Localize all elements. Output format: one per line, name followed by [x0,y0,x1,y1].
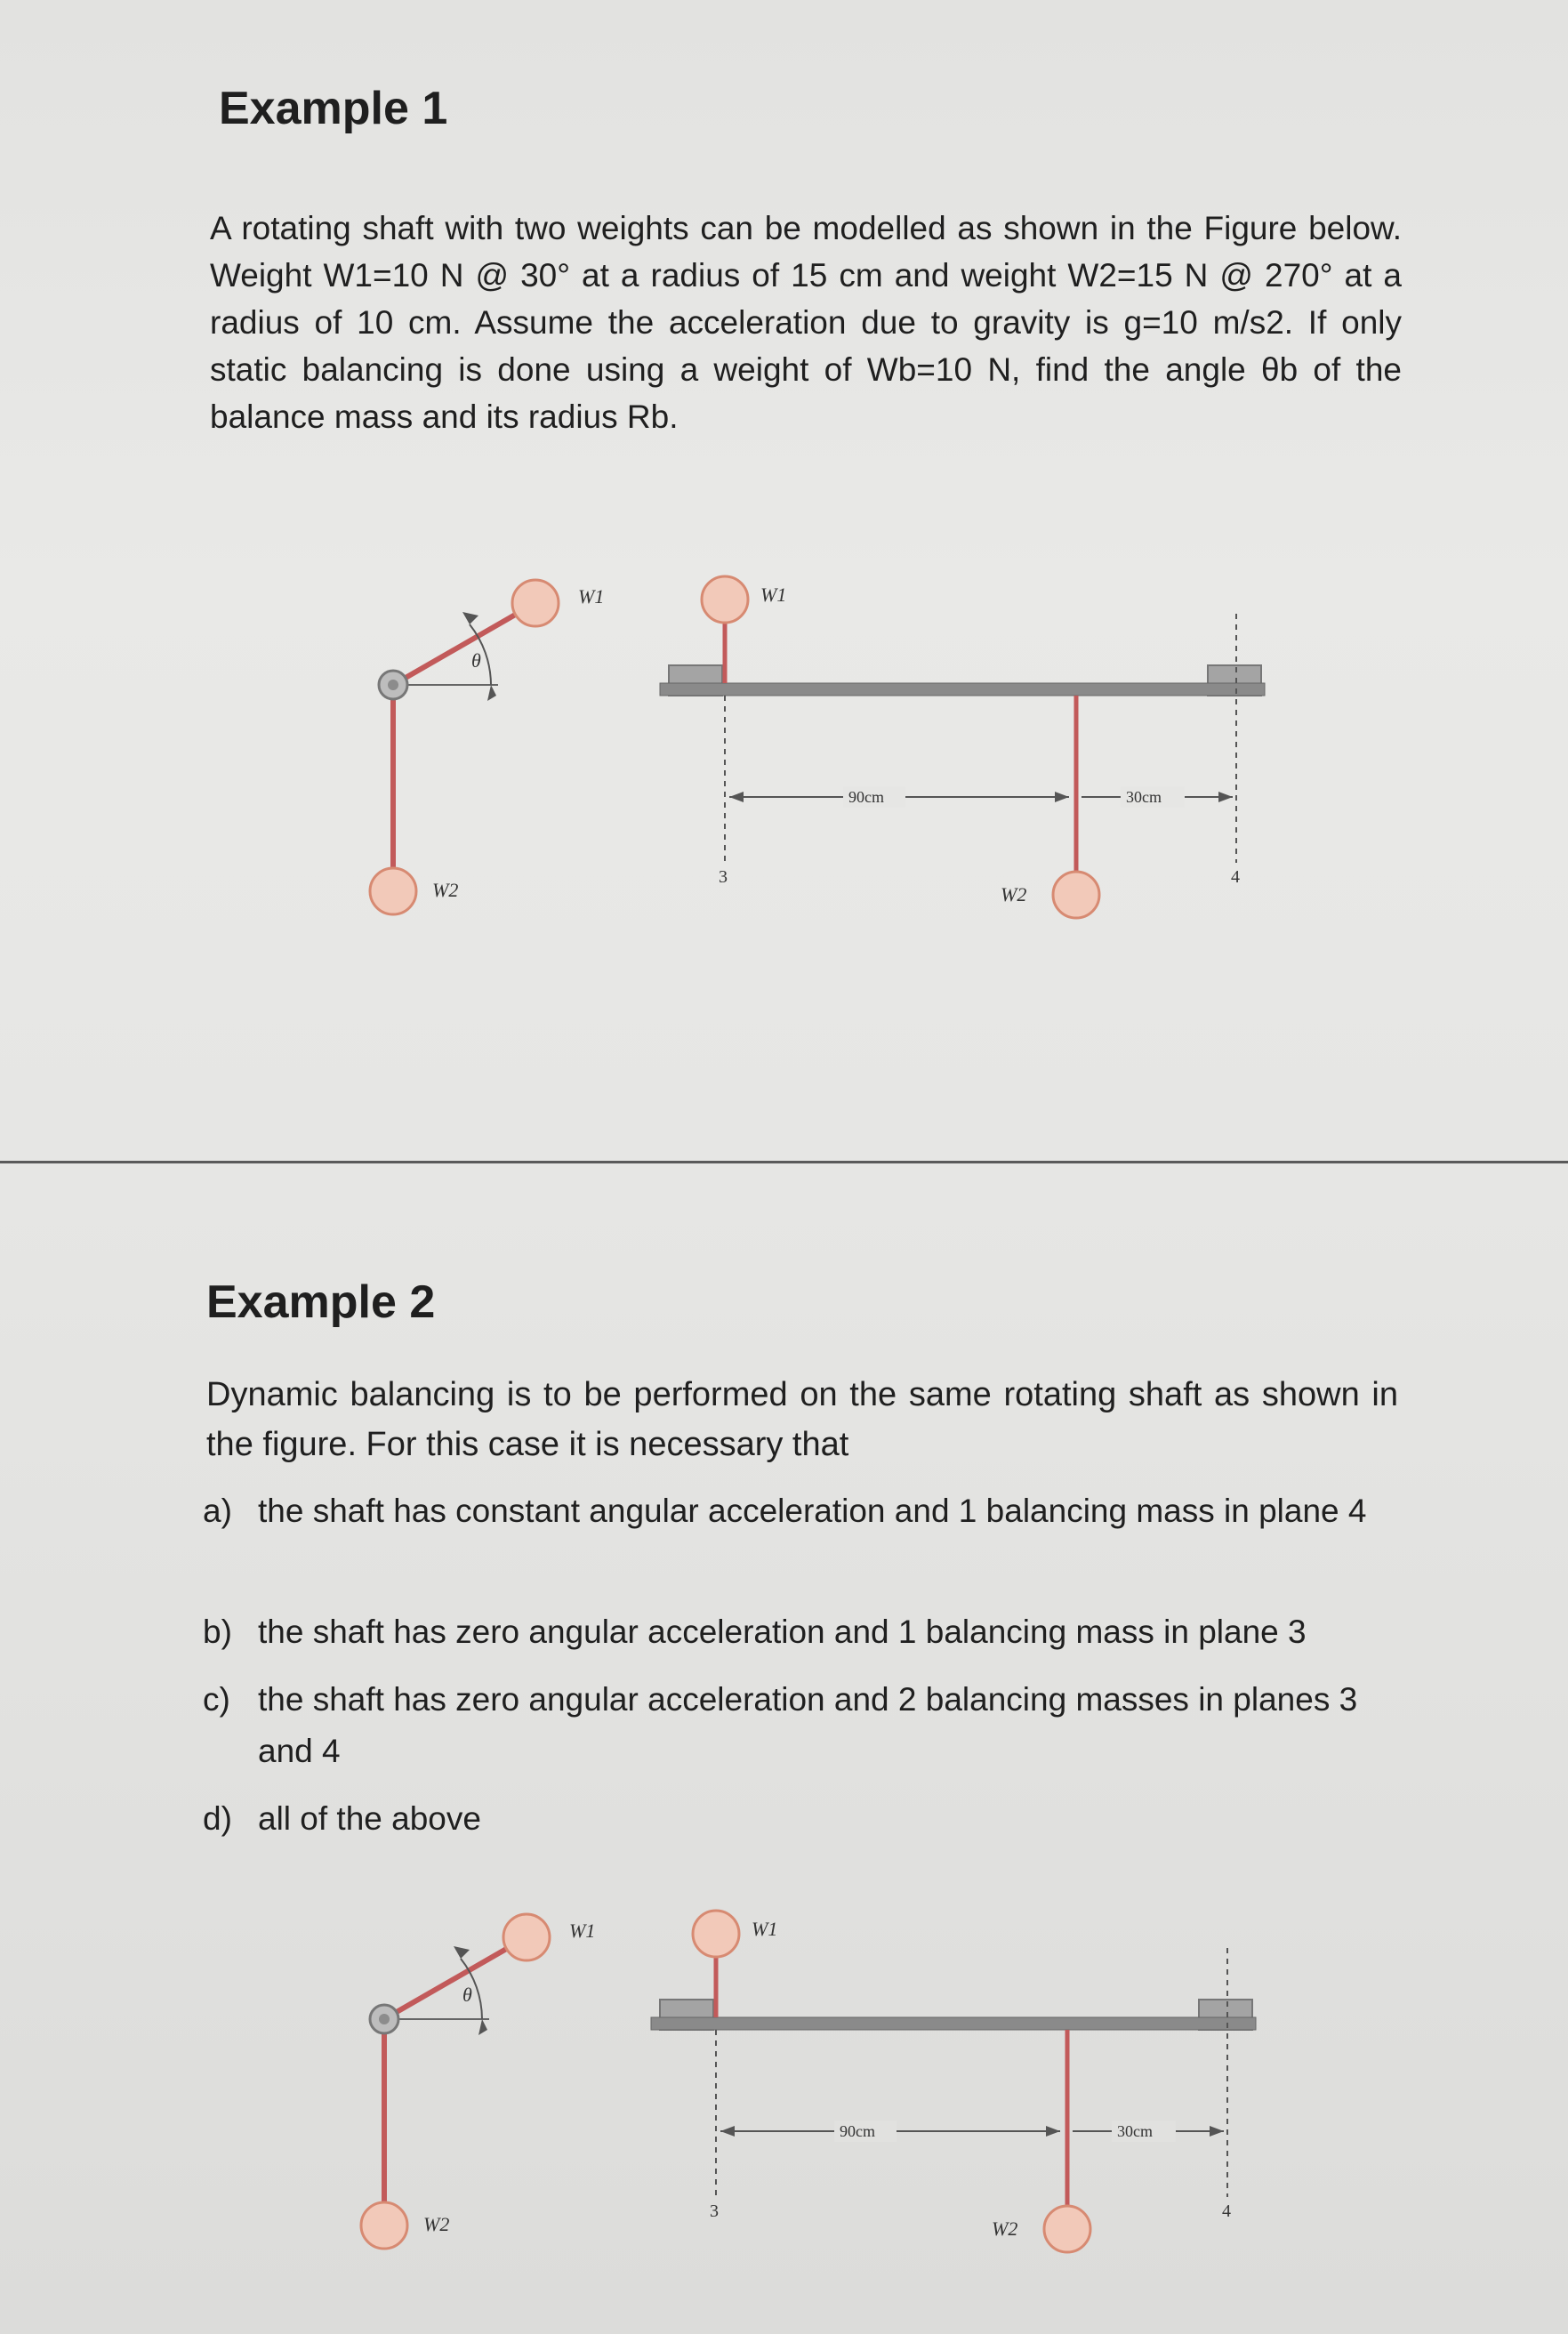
side-view-diagram [660,576,1265,918]
w1-ball [512,580,559,626]
w2-ball [361,2202,407,2249]
option-c-letter: c) [203,1681,230,1718]
option-d-text: all of the above [258,1800,481,1837]
example2-intro: Dynamic balancing is to be performed on the same rotating shaft as shown in the figure. For this case it is necessary that [206,1376,1398,1463]
dimension-90-arrow-right [1055,792,1069,802]
figure-1 [338,560,1281,934]
example2-title: Example 2 [206,1276,436,1328]
plane-4-label: 4 [1222,2201,1231,2221]
shaft [651,2017,1256,2030]
w2-ball [370,868,416,914]
theta-label: θ [462,1984,472,2006]
dimension-30-arrow-right [1210,2126,1224,2137]
theta-arrow-bottom [487,685,496,701]
w2-side-ball [1044,2206,1090,2252]
w2-side-label: W2 [992,2217,1018,2240]
dimension-90-arrow-right [1046,2126,1060,2137]
option-d-letter: d) [203,1800,232,1837]
theta-arrow-top [454,1946,470,1959]
shaft-hub-center [379,2014,390,2024]
w1-rod [393,607,529,685]
option-a-text: the shaft has constant angular acceleration and 1 balancing mass in plane 4 [258,1493,1367,1529]
w1-ball [503,1914,550,1960]
figure-2 [329,1895,1272,2268]
shaft [660,683,1265,696]
w2-label: W2 [423,2213,450,2235]
side-view-diagram-2 [651,1911,1256,2252]
theta-arrow-bottom [478,2019,487,2035]
w2-side-ball [1053,872,1099,918]
w1-side-ball [702,576,748,623]
dimension-90-label: 90cm [848,788,884,806]
example1-title: Example 1 [219,83,448,134]
shaft-hub-center [388,680,398,690]
dimension-90-arrow-left [729,792,744,802]
end-view-diagram-2 [361,1914,595,2249]
w1-side-label: W1 [760,584,787,606]
theta-arrow-top [462,612,478,624]
w1-side-ball [693,1911,739,1957]
w2-label: W2 [432,879,459,901]
section-divider [0,1161,1568,1163]
example1-problem-text: A rotating shaft with two weights can be modelled as shown in the Figure below. Weight W1=10 N @ 30° at a radius of 15 cm and weight W2=15 N @ 270° at a radius of 10 cm. Assume the acceleration due to gravity is g=10 m/s2. If only static balancing is done using a weight of Wb=10 N, find the angle θb of the balance mass and its radius Rb. [210,210,1402,435]
w1-label: W1 [578,585,605,608]
w1-label: W1 [569,1920,596,1942]
option-c-text: the shaft has zero angular acceleration and 2 balancing masses in planes 3 and 4 [258,1681,1358,1769]
dimension-30-arrow-right [1218,792,1233,802]
dimension-30-label: 30cm [1126,788,1162,806]
dimension-90-label: 90cm [840,2122,875,2140]
plane-4-label: 4 [1231,867,1240,887]
w1-rod [384,1941,520,2019]
option-a-letter: a) [203,1493,232,1529]
theta-label: θ [471,649,481,672]
plane-3-label: 3 [719,867,728,887]
dimension-30-label: 30cm [1117,2122,1153,2140]
w2-side-label: W2 [1001,883,1027,905]
dimension-90-arrow-left [720,2126,735,2137]
plane-3-label: 3 [710,2201,719,2221]
end-view-diagram [370,580,604,914]
option-b-letter: b) [203,1614,232,1650]
option-b-text: the shaft has zero angular acceleration and 1 balancing mass in plane 3 [258,1614,1307,1650]
w1-side-label: W1 [752,1918,778,1940]
